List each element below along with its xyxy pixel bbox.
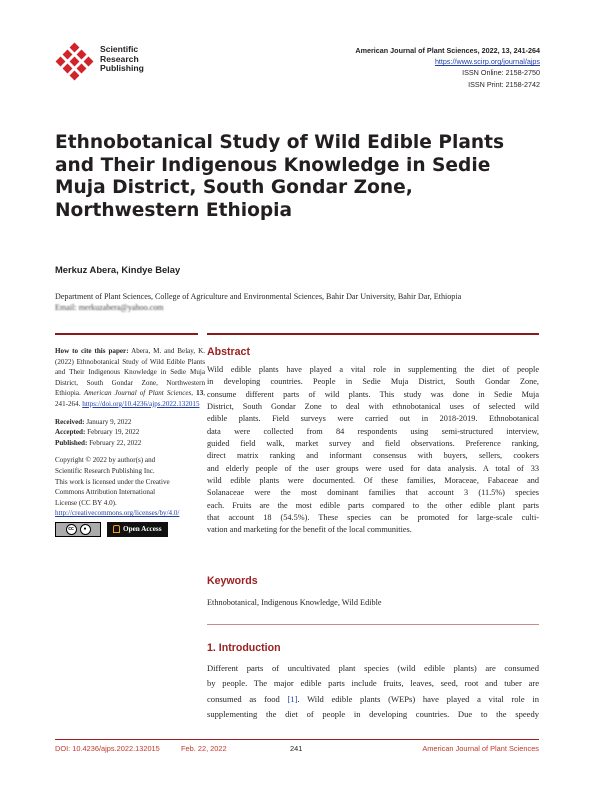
open-lock-icon — [113, 525, 120, 533]
abstract-body — [207, 364, 539, 537]
by-person-icon: ● — [80, 524, 91, 535]
intro-line — [207, 692, 539, 707]
accepted-label: Accepted: — [55, 428, 86, 437]
issn-online: ISSN Online: 2158-2750 — [462, 68, 540, 78]
license-link[interactable]: http://creativecommons.org/licenses/by/4.0/ — [55, 509, 180, 518]
abstract-line: that account 18 (54.5%). These species can be promoted for large-scale culti- — [207, 513, 539, 523]
intro-line: by people. The major edible parts include fruits, leaves, seed, root and tuber are — [207, 678, 539, 689]
copyright-line: Commons Attribution International — [55, 488, 156, 497]
abstract-line: each. Fruits are the most edible parts compared to the other edible plant parts — [207, 500, 539, 510]
intro-text: . Wild edible plants (WEPs) have played a vital role in — [297, 693, 540, 704]
citation-link[interactable]: [1] — [287, 693, 298, 704]
footer-page-number: 241 — [290, 744, 303, 753]
journal-url-link[interactable]: https://www.scirp.org/journal/ajps — [434, 57, 540, 67]
accepted-date — [55, 427, 205, 438]
journal-citation-line: American Journal of Plant Sciences, 2022, 13, 241-264 — [355, 46, 540, 55]
abstract-line: Solanaceae were the most dominant families that account 3 (11.5%) species — [207, 488, 539, 498]
footer-doi[interactable]: DOI: 10.4236/ajps.2022.132015 — [55, 744, 160, 753]
introduction-body — [207, 661, 539, 722]
spacer — [55, 410, 205, 417]
abstract-line: consume different parts of wild plants. This study was done in Sedie Muja — [207, 389, 539, 399]
publisher-name-line: Publishing — [100, 63, 144, 74]
footer-rule — [55, 739, 539, 740]
publisher-name — [100, 45, 144, 74]
copyright-line: This work is licensed under the Creative — [55, 477, 170, 486]
abstract-line: data were collected from 84 respondents using semi-structured interview, — [207, 426, 539, 436]
copyright-line: Scientific Research Publishing Inc. — [55, 466, 155, 475]
abstract-line: direct matrix ranking and informant consensus with buyers, sellers, cookers — [207, 451, 539, 461]
abstract-text — [207, 364, 539, 537]
article-sidebar — [55, 346, 205, 537]
accepted-value: February 19, 2022 — [87, 428, 140, 437]
copyright-notice — [55, 455, 205, 519]
footer-date: Feb. 22, 2022 — [181, 744, 227, 753]
intro-text: consumed as food — [207, 693, 288, 704]
cite-pages: , 241-264. — [55, 389, 206, 408]
authors: Merkuz Abera, Kindye Belay — [55, 264, 181, 275]
introduction-heading: 1. Introduction — [207, 642, 281, 654]
keywords-text: Ethnobotanical, Indigenous Knowledge, Wild Edible — [207, 598, 382, 607]
title-line: Ethnobotanical Study of Wild Edible Plants — [55, 132, 505, 153]
copyright-line: License (CC BY 4.0). — [55, 498, 117, 507]
abstract-heading: Abstract — [207, 346, 250, 358]
title-line: and Their Indigenous Knowledge in Sedie — [55, 154, 491, 176]
published-date — [55, 438, 205, 449]
spacer — [55, 448, 205, 455]
publisher-logo-icon — [55, 42, 95, 82]
license-badges — [55, 522, 205, 537]
open-access-badge[interactable] — [107, 522, 168, 537]
abstract-line: guided field walk, market survey and field observations. Preference ranking, — [207, 439, 539, 449]
issn-print: ISSN Print: 2158-2742 — [468, 79, 540, 89]
abstract-line: wild edible plants were documented. Of these families, Moraceae, Fabaceae and — [207, 476, 539, 486]
received-date — [55, 417, 205, 428]
cite-journal: American Journal of Plant Sciences — [83, 389, 192, 398]
journal-info — [355, 45, 540, 90]
email: Email: merkuzabera@yahoo.com — [55, 303, 164, 312]
received-label: Received: — [55, 417, 85, 426]
footer-journal: American Journal of Plant Sciences — [422, 744, 539, 753]
title-line: Muja District, South Gondar Zone, — [55, 177, 413, 198]
how-to-cite: How to cite this paper: Abera, M. and Belay, K. (2022) Ethnobotanical Study of Wild Edible Plants and Their Indigenous Knowledge in Sedie Muja District, South Gondar Zone, Northwestern Ethiopia. American Journal of Plant Sciences, 13, 241-264. https://doi.org/10.4236/ajps.2022.132015 — [55, 347, 206, 408]
copyright-line: Copyright © 2022 by author(s) and — [55, 456, 156, 465]
header-rule-left — [55, 333, 198, 335]
abstract-line: District, South Gondar Zone to deal with ethnobotanical uses of selected wild — [207, 402, 539, 412]
publisher-name-line: Scientific — [100, 44, 139, 54]
header-rule-right — [207, 333, 539, 335]
intro-line: Different parts of uncultivated plant species (wild edible plants) are consumed — [207, 663, 539, 673]
cc-by-badge-icon[interactable] — [55, 522, 101, 537]
abstract-line: Wild edible plants have played a vital role in supplementing the diet of people — [207, 365, 539, 374]
paper-title — [55, 132, 525, 222]
title-line: Northwestern Ethiopia — [55, 199, 293, 221]
cite-text: Abera, M. and Belay, K. (2022) Ethnobotanical Study of Wild Edible Plants and Their Indigenous Knowledge in Sedie Muja District, South Gondar Zone, Northwestern Ethiopia. — [55, 347, 205, 398]
section-divider — [207, 624, 539, 625]
abstract-line: in developing countries. People in Sedie Muja District, South Gondar Zone, — [207, 377, 539, 387]
received-value: January 9, 2022 — [86, 417, 132, 426]
cite-volume: 13 — [196, 389, 204, 398]
publisher-name-line: Research — [100, 53, 139, 64]
published-label: Published: — [55, 438, 88, 447]
affiliation: Department of Plant Sciences, College of Agriculture and Environmental Sciences, Bahir Dar University, Bahir Dar, Ethiopia — [55, 292, 462, 301]
cite-label: How to cite this paper: — [55, 347, 129, 355]
keywords-heading: Keywords — [207, 575, 258, 587]
abstract-line: and elderly people of the user groups were used for data analysis. A total of 33 — [207, 463, 539, 473]
intro-line: supplementing the diet of people in developing countries. Due to the speedy — [207, 708, 539, 719]
cc-icon: cc — [66, 524, 77, 535]
open-access-label: Open Access — [123, 525, 162, 534]
published-value: February 22, 2022 — [89, 438, 142, 447]
doi-link[interactable]: https://doi.org/10.4236/ajps.2022.132015 — [82, 399, 200, 408]
abstract-line: vation and marketing for the benefit of the local communities. — [207, 525, 412, 535]
abstract-line: edible plants. Field surveys were carried out in 2018-2019. Ethnobotanical — [207, 414, 539, 424]
